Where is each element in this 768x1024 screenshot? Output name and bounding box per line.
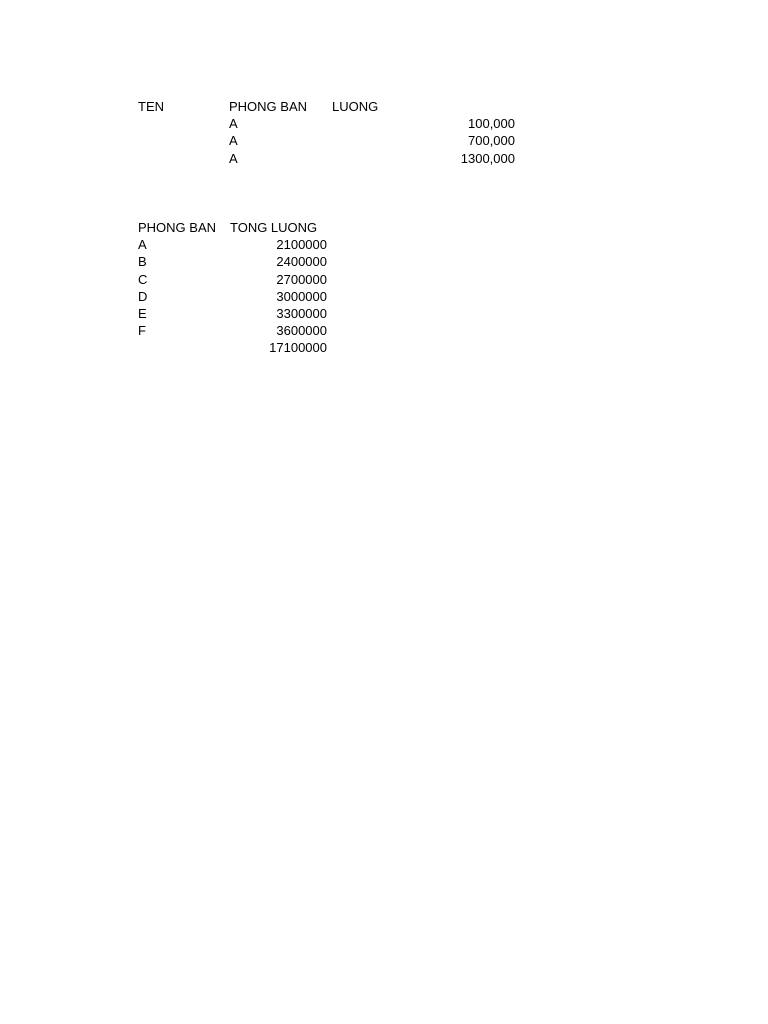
cell-luong: 700,000 [468, 133, 515, 149]
cell-total: 17100000 [269, 340, 327, 356]
cell-phong-ban: A [138, 237, 147, 253]
cell-phong-ban: E [138, 305, 147, 321]
cell-luong: 1300,000 [460, 150, 515, 166]
cell-phong-ban: D [138, 288, 148, 304]
header-phong-ban: PHONG BAN [229, 99, 308, 114]
cell-phong-ban: A [229, 133, 238, 149]
cell-tong-luong: 2700000 [276, 271, 327, 287]
cell-luong: 100,000 [468, 116, 515, 132]
cell-tong-luong: 3300000 [276, 305, 327, 321]
cell-phong-ban: A [229, 116, 238, 132]
cell-tong-luong: 2100000 [276, 237, 327, 253]
cell-tong-luong: 2400000 [276, 254, 327, 270]
header-phong-ban: PHONG BAN [138, 220, 217, 235]
cell-phong-ban: F [138, 323, 146, 339]
header-ten: TEN [138, 99, 164, 114]
cell-tong-luong: 3600000 [276, 323, 327, 339]
cell-phong-ban: A [229, 150, 238, 166]
header-tong-luong: TONG LUONG [230, 220, 318, 235]
cell-phong-ban: B [138, 254, 147, 270]
cell-phong-ban: C [138, 271, 148, 287]
cell-tong-luong: 3000000 [276, 288, 327, 304]
header-luong: LUONG [332, 99, 379, 114]
